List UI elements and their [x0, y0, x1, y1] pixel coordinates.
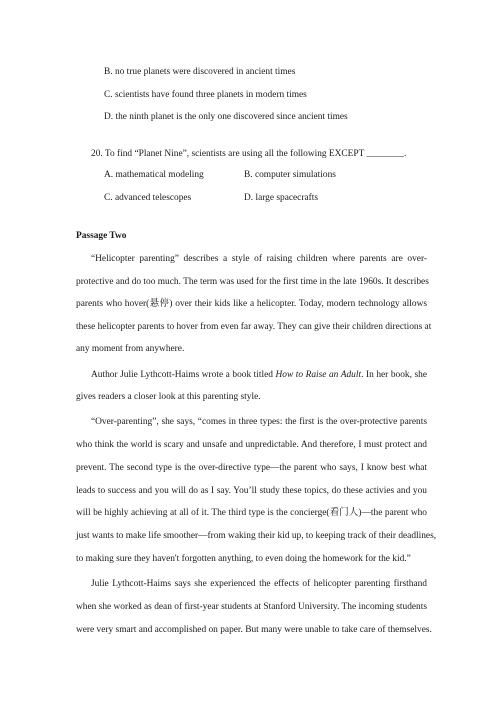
q20-option-a: A. mathematical modeling: [104, 170, 204, 180]
q19-option-d: D. the ninth planet is the only one discovered since ancient times: [104, 112, 348, 122]
p1-line-4: these helicopter parents to hover from even far away. They can give their children directions at: [76, 322, 432, 332]
p2-line-2: gives readers a closer look at this parenting style.: [76, 392, 261, 402]
q19-option-c: C. scientists have found three planets in modern times: [104, 90, 307, 100]
q20-option-d: D. large spacecrafts: [244, 193, 319, 203]
p4-line-3: were very smart and accomplished on paper. But many were unable to take care of themselves.: [76, 625, 432, 635]
p4-line-1: Julie Lythcott-Haims says she experienced the effects of helicopter parenting firsthand: [91, 579, 427, 589]
p1-line-3: parents who hover(悬停) over their kids like a helicopter. Today, modern technology allows: [76, 299, 427, 309]
p1-line-1: “Helicopter parenting” describes a style of raising children where parents are over-: [91, 254, 427, 264]
p3-line-5: will be highly achieving at all of it. The third type is the concierge(看门人)—the parent who: [76, 508, 427, 518]
p2-text-before-title: Author Julie Lythcott-Haims wrote a book titled: [91, 370, 276, 380]
q19-option-b: B. no true planets were discovered in ancient times: [104, 67, 296, 77]
p1-line-2: protective and do too much. The term was used for the first time in the late 1960s. It describes: [76, 277, 429, 287]
passage-heading: Passage Two: [76, 231, 127, 241]
p4-line-2: when she worked as dean of first-year students at Stanford University. The incoming students: [76, 602, 427, 612]
p2-text-after-title: . In her book, she: [361, 370, 427, 380]
q20-stem: 20. To find “Planet Nine”, scientists are using all the following EXCEPT ________.: [91, 149, 407, 159]
book-title: How to Raise an Adult: [275, 370, 362, 380]
p3-line-1: “Over-parenting”, she says, “comes in three types: the first is the over-protective parents: [91, 417, 427, 427]
p3-line-4: leads to success and you will do as I say. You’ll study these topics, do these activies and you: [76, 486, 427, 496]
p1-line-5: any moment from anywhere.: [76, 344, 185, 354]
q20-option-b: B. computer simulations: [244, 170, 336, 180]
p3-line-6: just wants to make life smoother—from waking their kid up, to keeping track of their deadlines,: [76, 531, 437, 541]
q20-option-c: C. advanced telescopes: [104, 193, 192, 203]
p2-line-1: [91, 370, 427, 381]
p3-line-3: prevent. The second type is the over-directive type—the parent who says, I know best what: [76, 463, 427, 473]
p3-line-2: who think the world is scary and unsafe and unpredictable. And therefore, I must protect and: [76, 440, 427, 450]
p3-line-7: to making sure they haven't forgotten anything, to even doing the homework for the kid.”: [76, 554, 411, 564]
